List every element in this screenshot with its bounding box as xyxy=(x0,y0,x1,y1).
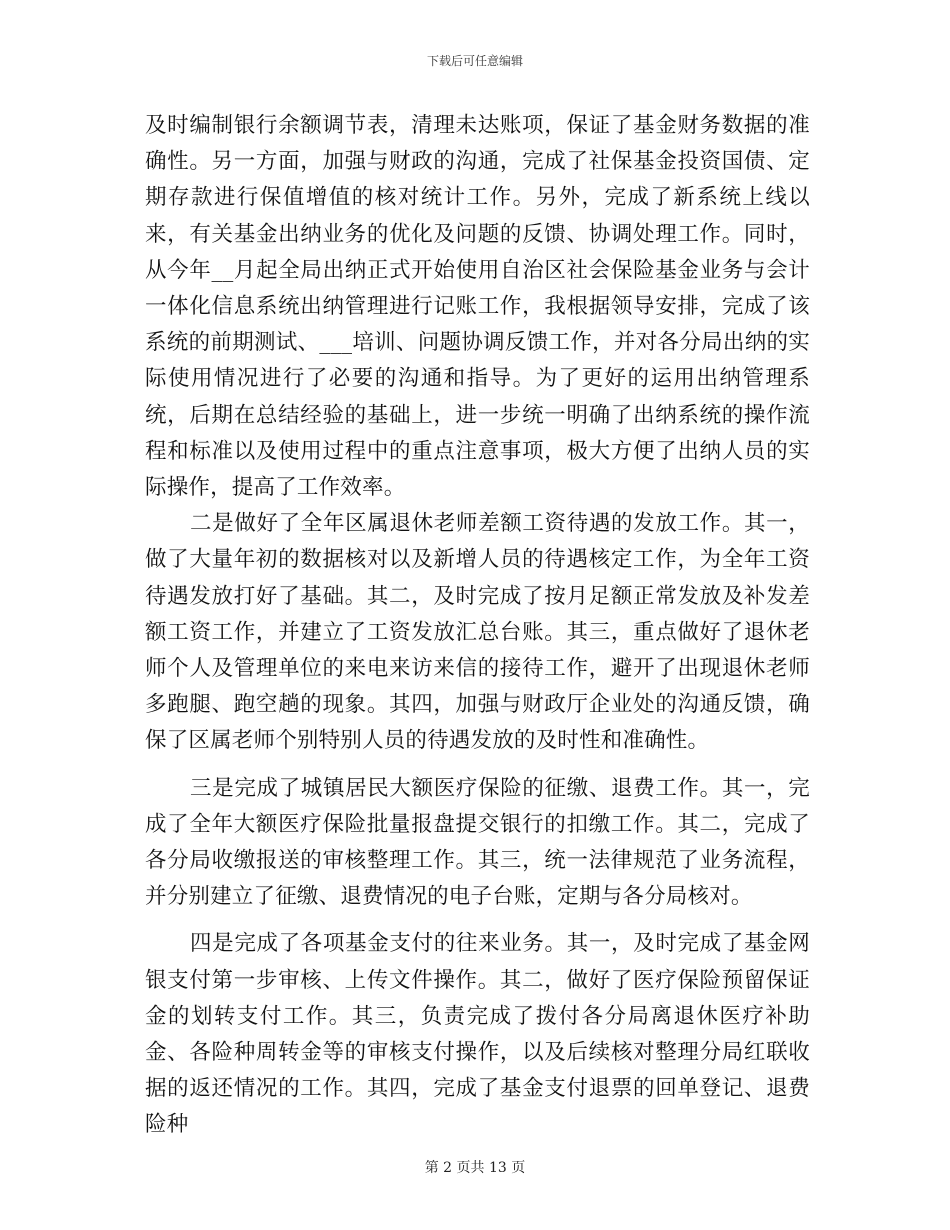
page-header: 下载后可任意编辑 xyxy=(426,54,523,68)
paragraph-gap xyxy=(145,915,810,926)
paragraph-4: 四是完成了各项基金支付的往来业务。其一，及时完成了基金网银支付第一步审核、上传文件操作。其二，做好了医疗保险预留保证金的划转支付工作。其三，负责完成了拨付各分局离退休医疗补助金、各险种周转金等的审核支付操作，以及后续核对整理分局红联收据的返还情况的工作。其四，完成了基金支付退票的回单登记、退费险种 xyxy=(145,931,810,1138)
page-footer: 第 2 页共 13 页 xyxy=(424,1160,526,1176)
paragraph-gap xyxy=(145,760,810,771)
paragraph-1: 及时编制银行余额调节表，清理未达账项，保证了基金财务数据的准确性。另一方面，加强与财政的沟通，完成了社保基金投资国债、定期存款进行保值增值的核对统计工作。另外，完成了新系统上线以来，有关基金出纳业务的优化及问题的反馈、协调处理工作。同时，从今年__月起全局出纳正式开始使用自治区社会保险基金业务与会计一体化信息系统出纳管理进行记账工作，我根据领导安排，完成了该系统的前期测试、___培训、问题协调反馈工作，并对各分局出纳的实际使用情况进行了必要的沟通和指导。为了更好的运用出纳管理系统，后期在总结经验的基础上，进一步统一明确了出纳系统的操作流程和标准以及使用过程中的重点注意事项，极大方便了出纳人员的实际操作，提高了工作效率。 xyxy=(145,113,810,501)
document-body xyxy=(145,108,810,1144)
paragraph-2: 二是做好了全年区属退休老师差额工资待遇的发放工作。其一，做了大量年初的数据核对以及新增人员的待遇核定工作，为全年工资待遇发放打好了基础。其二，及时完成了按月足额正常发放及补发差额工资工作，并建立了工资发放汇总台账。其三，重点做好了退休老师个人及管理单位的来电来访来信的接待工作，避开了出现退休老师多跑腿、跑空趟的现象。其四，加强与财政厅企业处的沟通反馈，确保了区属老师个别特别人员的待遇发放的及时性和准确性。 xyxy=(145,511,810,754)
paragraph-3: 三是完成了城镇居民大额医疗保险的征缴、退费工作。其一，完成了全年大额医疗保险批量报盘提交银行的扣缴工作。其二，完成了各分局收缴报送的审核整理工作。其三，统一法律规范了业务流程，并分别建立了征缴、退费情况的电子台账，定期与各分局核对。 xyxy=(145,775,810,910)
